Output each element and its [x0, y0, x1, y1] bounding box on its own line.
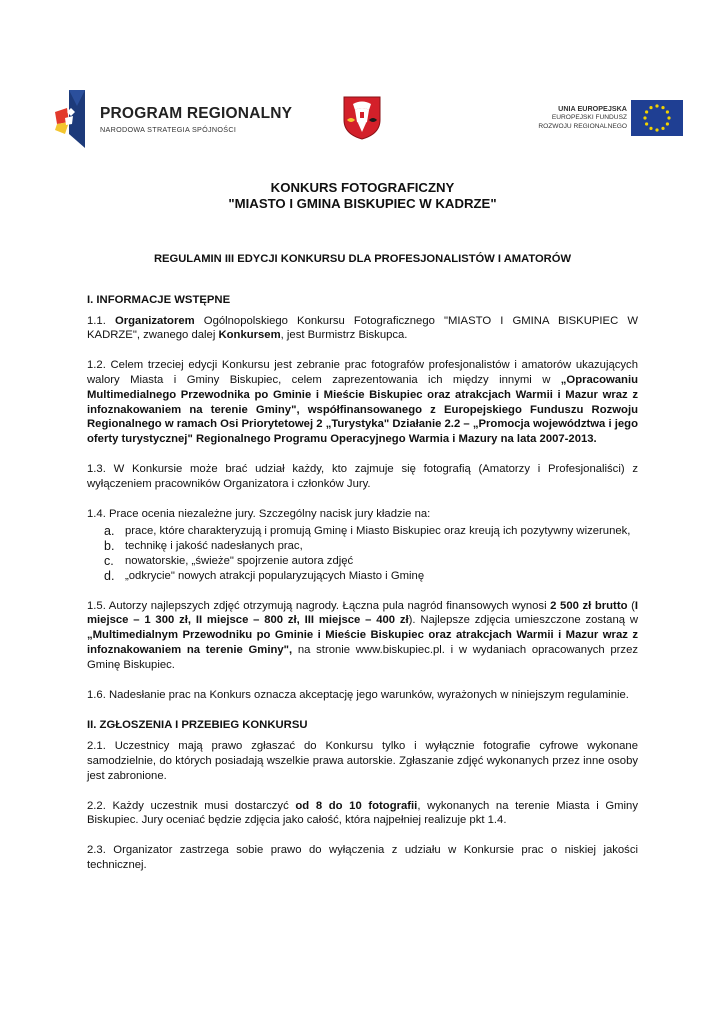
- eu-text: [538, 104, 627, 131]
- list-item: b. technikę i jakość nadesłanych prac,: [104, 539, 303, 554]
- document-title-line2: "MIASTO I GMINA BISKUPIEC W KADRZE": [228, 196, 497, 211]
- eu-line2: EUROPEJSKI FUNDUSZ: [551, 114, 627, 121]
- eu-logo: [533, 100, 683, 140]
- paragraph-1-6: 1.6. Nadesłanie prac na Konkurs oznacza akceptację jego warunków, wyrażonych w niniejszym regulaminie.: [87, 688, 629, 701]
- program-regionalny-logo: [55, 90, 293, 150]
- document-body: [87, 180, 638, 888]
- program-regionalny-emblem-icon: [55, 90, 95, 150]
- document-title-line1: KONKURS FOTOGRAFICZNY: [270, 180, 455, 195]
- paragraph-2-1: 2.1. Uczestnicy mają prawo zgłaszać do Konkursu tylko i wyłącznie fotografie cyfrowe wykonane samodzielnie, do których posiadają wszelkie prawa autorskie. Zgłaszanie zdjęć wykonanych przez inne osoby jest zabronione.: [87, 740, 638, 782]
- list-item: c. nowatorskie, „świeże" spojrzenie autora zdjęć: [104, 553, 354, 568]
- criteria-list: [87, 524, 638, 583]
- section-heading-1: I. INFORMACJE WSTĘPNE: [87, 293, 231, 306]
- list-item: a. prace, które charakteryzują i promują Gminę i Miasto Biskupiec oraz kreują ich pozytywny wizerunek,: [104, 524, 631, 539]
- program-title: PROGRAM REGIONALNY: [100, 105, 293, 122]
- voivodeship-crest: [343, 96, 381, 145]
- eu-flag-icon: [631, 100, 683, 136]
- paragraph-2-2: 2.2. Każdy uczestnik musi dostarczyć od 8 do 10 fotografii, wykonanych na terenie Miasta i Gminy Biskupiec. Jury oceniać będzie zdjęcia jako całość, która najpełniej realizuje pkt 1.4.: [87, 799, 638, 827]
- list-item: d. „odkrycie" nowych atrakcji popularyzujących Miasto i Gminę: [104, 568, 425, 583]
- crest-icon: [343, 96, 381, 140]
- document-subtitle: REGULAMIN III EDYCJI KONKURSU DLA PROFESJONALISTÓW I AMATORÓW: [153, 253, 572, 265]
- section-heading-2: II. ZGŁOSZENIA I PRZEBIEG KONKURSU: [87, 719, 308, 732]
- paragraph-1-4: 1.4. Prace ocenia niezależne jury. Szczególny nacisk jury kładzie na:: [87, 507, 431, 520]
- paragraph-1-3: 1.3. W Konkursie może brać udział każdy, kto zajmuje się fotografią (Amatorzy i Profesjonaliści) z wyłączeniem pracowników Organizatora i członków Jury.: [87, 462, 638, 490]
- eu-line3: ROZWOJU REGIONALNEGO: [538, 123, 627, 130]
- program-subtitle: NARODOWA STRATEGIA SPÓJNOŚCI: [100, 125, 237, 134]
- paragraph-1-5: 1.5. Autorzy najlepszych zdjęć otrzymują nagrody. Łączna pula nagród finansowych wynosi 2 500 zł brutto (I miejsce – 1 300 zł, II miejsce – 800 zł, III miejsce – 400 zł). Najlepsze zdjęcia umieszczone zostaną w „Multimedialnym Przewodniku po Gminie i Mieście Biskupiec oraz atrakcjach Warmii i Mazur wraz z infoznakowaniem na terenie Gminy", na stronie www.biskupiec.pl. i w wydaniach opracowanych przez Gminę Biskupiec.: [87, 599, 638, 671]
- paragraph-1-1: 1.1. Organizatorem Ogólnopolskiego Konkursu Fotograficznego "MIASTO I GMINA BISKUPIEC W KADRZE", zwanego dalej Konkursem, jest Burmistrz Biskupca.: [87, 314, 638, 342]
- paragraph-1-2: 1.2. Celem trzeciej edycji Konkursu jest zebranie prac fotografów profesjonalistów i amatorów ukazujących walory Miasta i Gminy Biskupiec, celem zaprezentowania ich między innymi w „Opracowaniu Multimedialnego Przewodnika po Gminie i Mieście Biskupiec oraz atrakcjach Warmii i Mazur wraz z infoznakowaniem na terenie Gminy", współfinansowanego z Europejskiego Funduszu Rozwoju Regionalnego w ramach Osi Priorytetowej 2 „Turystyka" Działanie 2.2 – „Promocja województwa i jego oferty turystycznej" Regionalnego Programu Operacyjnego Warmia i Mazury na lata 2007-2013.: [87, 359, 638, 446]
- paragraph-2-3: 2.3. Organizator zastrzega sobie prawo do wyłączenia z udziału w Konkursie prac o niskiej jakości technicznej.: [87, 844, 638, 871]
- eu-line1: UNIA EUROPEJSKA: [558, 104, 627, 113]
